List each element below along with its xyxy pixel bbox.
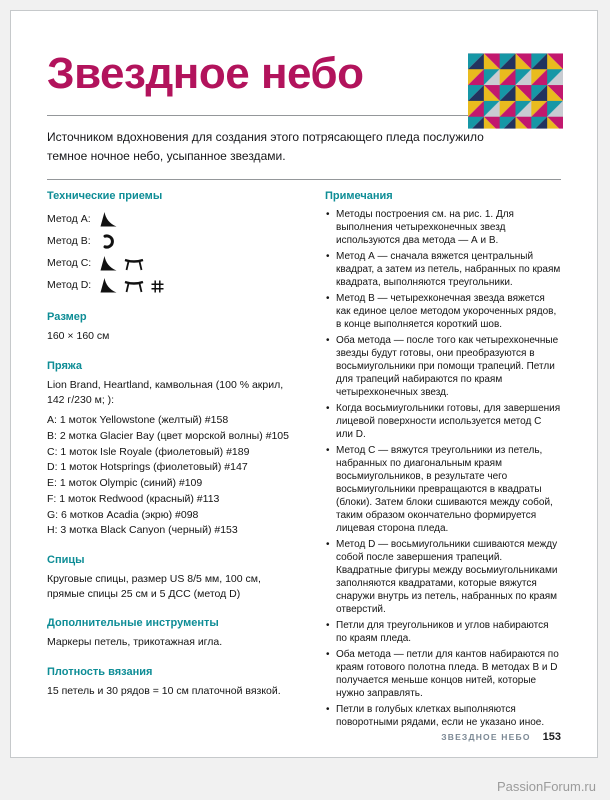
yarn-intro: Lion Brand, Heartland, камвольная (100 % акрил, 142 г/230 м; ): [47,378,284,406]
yarn-item: C: 1 моток Isle Royale (фиолетовый) #189 [47,445,250,458]
footer-chapter-label: ЗВЕЗДНОЕ НЕБО [441,732,531,742]
size-value: 160 × 160 см [47,330,110,343]
method-a-label: Метод A: [47,213,91,226]
method-d-icons [100,278,164,293]
bench-icon [124,258,144,271]
method-d-row [47,274,299,296]
note-item: • Когда восьмиугольники готовы, для завершения лицевой поверхности используется метод С или D. [325,402,561,441]
note-item: • Петли в голубых клетках выполняются поворотными рядами, если не указано иное. [325,703,561,729]
yarn-heading: Пряжа [47,359,82,372]
note-item: • Оба метода — после того как четырехконечные звезды будут готовы, они преобразуются в восьмиугольники при помощи трапеций. Петли для трапеций набираются по краям четырехконечных звезд. [325,334,561,399]
yarn-item: H: 3 мотка Black Canyon (черный) #153 [47,524,238,537]
yarn-item: B: 2 мотка Glacier Bay (цвет морской волны) #105 [47,429,289,442]
sail-icon [100,256,117,271]
yarn-list [47,413,299,539]
quilt-pinwheel-svg [468,53,563,129]
method-b-row [47,230,299,252]
page-title: Звездное небо [47,49,364,98]
gauge-text: 15 петель и 30 рядов = 10 см платочной вязкой. [47,684,281,697]
method-c-label: Метод C: [47,257,92,270]
note-item: • Метод С — вяжутся треугольники из петель, набранных по диагональным краям восьмиугольников, в результате чего восьмиугольники превращаются в квадраты (блоки). Затем блоки сшиваются между собой, таким образом окончательно формируется лицевая сторона пледа. [325,444,561,535]
two-column-layout [47,190,561,732]
note-item: • Метод А — сначала вяжется центральный квадрат, а затем из петель, набранных по краям квадрата, выполняются треугольники. [325,250,561,289]
yarn-item: F: 1 моток Redwood (красный) #113 [47,492,220,505]
watermark: PassionForum.ru [497,779,596,794]
note-item: • Метод В — четырехконечная звезда вяжется как единое целое методом укороченных рядов, в конце выполняется короткий шов. [325,292,561,331]
tools-text: Маркеры петель, трикотажная игла. [47,636,223,649]
footer-page-number: 153 [542,731,561,743]
tools-heading: Дополнительные инструменты [47,617,219,630]
needles-text: Круговые спицы, размер US 8/5 мм, 100 см, прямые спицы 25 см и 5 ДСС (метод D) [47,573,261,601]
notes-list [325,208,561,729]
method-c-row [47,252,299,274]
note-item: • Петли для треугольников и углов набираются по краям пледа. [325,619,561,645]
method-d-label: Метод D: [47,279,92,292]
tech-methods-heading: Технические приемы [47,190,163,203]
method-c-icons [100,256,144,271]
bench-icon [124,280,144,293]
yarn-item: A: 1 моток Yellowstone (желтый) #158 [47,414,229,427]
divider-intro [47,179,561,180]
note-item: • Метод D — восьмиугольники сшиваются между собой после завершения трапеций. Квадратные фигуры между восьмиугольниками заполняются квадратами, которые вяжутся снаружи внутрь из петель, набранных по краям отверстий. [325,538,561,616]
crescent-icon [100,234,115,249]
yarn-item: E: 1 моток Olympic (синий) #109 [47,477,203,490]
method-a-icons [100,212,117,227]
notes-heading: Примечания [325,190,393,203]
gauge-heading: Плотность вязания [47,665,153,678]
yarn-item: D: 1 моток Hotsprings (фиолетовый) #147 [47,461,248,474]
left-column [47,190,299,732]
method-b-label: Метод B: [47,235,91,248]
sail-icon [100,212,117,227]
sail-icon [100,278,117,293]
method-b-icons [100,234,115,249]
note-item: • Оба метода — петли для кантов набираются по краям готового полотна пледа. В методах В и D получается меньше концов нитей, которые нужно заправлять. [325,648,561,700]
quilt-pattern-image [468,53,563,129]
note-item: • Методы построения см. на рис. 1. Для выполнения четырехконечных звезд используются два метода — А и В. [325,208,561,247]
intro-paragraph: Источником вдохновения для создания этого потрясающего пледа послужило темное ночное небо, усыпанное звездами. [47,130,484,163]
needles-heading: Спицы [47,554,85,567]
right-column [325,190,561,732]
page-footer [441,731,561,743]
method-a-row [47,208,299,230]
grid-icon [151,280,164,293]
yarn-item: G: 6 мотков Acadia (экрю) #098 [47,508,199,521]
book-page [10,10,598,758]
size-heading: Размер [47,311,87,324]
